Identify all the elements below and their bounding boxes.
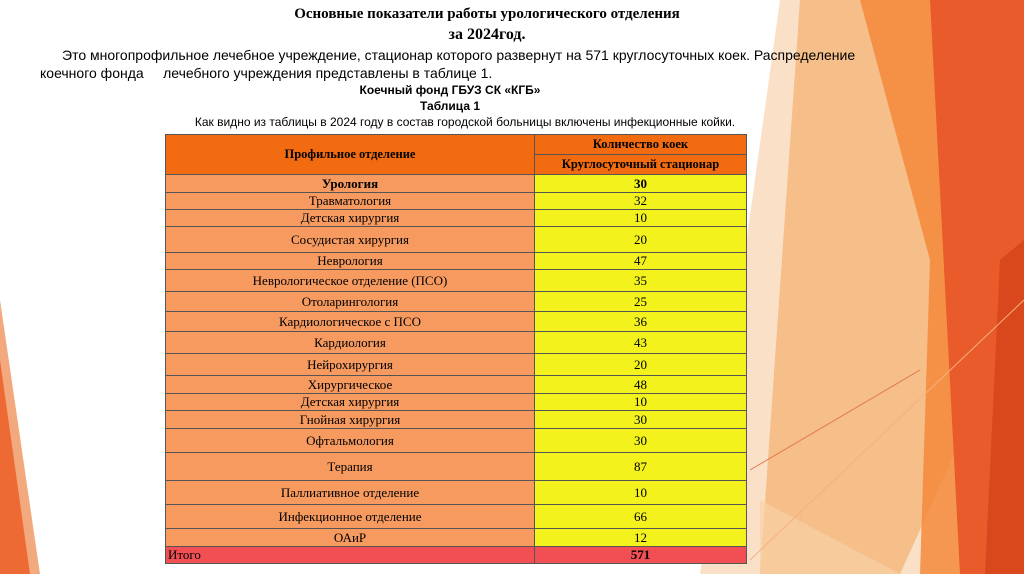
- row-value: 30: [535, 429, 747, 453]
- table-row: [166, 193, 747, 210]
- row-name: ОАиР: [166, 529, 535, 547]
- row-value: 25: [535, 292, 747, 312]
- table-row: [166, 411, 747, 429]
- table-row: [166, 481, 747, 505]
- intro-paragraph: [40, 46, 940, 82]
- header-round-the-clock: Круглосуточный стационар: [535, 155, 747, 175]
- row-value: 10: [535, 210, 747, 227]
- table-row: [166, 312, 747, 332]
- row-value: 35: [535, 270, 747, 292]
- bed-fund-table: [165, 134, 747, 564]
- row-name: Сосудистая хирургия: [166, 227, 535, 253]
- table-row: [166, 332, 747, 354]
- table-row: [166, 292, 747, 312]
- row-value: 36: [535, 312, 747, 332]
- row-value: 10: [535, 481, 747, 505]
- row-name: Отоларингология: [166, 292, 535, 312]
- header-bed-count: Количество коек: [535, 135, 747, 155]
- table-row: [166, 253, 747, 270]
- table-row: [166, 505, 747, 529]
- table-subtitle: Коечный фонд ГБУЗ СК «КГБ»: [359, 83, 541, 97]
- row-name: Нейрохирургия: [166, 354, 535, 376]
- table-row: [166, 210, 747, 227]
- table-label: Таблица 1: [419, 99, 481, 113]
- table-row: [166, 354, 747, 376]
- table-row: [166, 227, 747, 253]
- row-name: Неврология: [166, 253, 535, 270]
- row-name: Детская хирургия: [166, 210, 535, 227]
- row-value: 48: [535, 376, 747, 394]
- row-name: Урология: [166, 175, 535, 193]
- left-triangle-dark: [0, 360, 30, 574]
- table-row: [166, 429, 747, 453]
- table-row: [166, 175, 747, 193]
- row-value: 32: [535, 193, 747, 210]
- row-name: Кардиология: [166, 332, 535, 354]
- row-name: Офтальмология: [166, 429, 535, 453]
- table-row: [166, 453, 747, 481]
- row-name: Хирургическое: [166, 376, 535, 394]
- row-value: 66: [535, 505, 747, 529]
- row-value: 12: [535, 529, 747, 547]
- table-note: Как видно из таблицы в 2024 году в состав городской больницы включены инфекционные койки.: [194, 115, 736, 129]
- row-name: Кардиологическое с ПСО: [166, 312, 535, 332]
- row-name: Паллиативное отделение: [166, 481, 535, 505]
- header-department: Профильное отделение: [166, 135, 535, 175]
- row-name: Гнойная хирургия: [166, 411, 535, 429]
- table-row: [166, 529, 747, 547]
- row-value: 47: [535, 253, 747, 270]
- page-title: Основные показатели работы урологического отделения: [294, 6, 680, 22]
- row-value: 30: [535, 175, 747, 193]
- row-value: 20: [535, 354, 747, 376]
- intro-line-1: Это многопрофильное лечебное учреждение, стационар которого развернут на 571 круглосуточных коек. Распределение: [62, 47, 856, 63]
- row-value: 10: [535, 394, 747, 411]
- row-value: 43: [535, 332, 747, 354]
- row-value: 30: [535, 411, 747, 429]
- row-value: 87: [535, 453, 747, 481]
- table-row: [166, 376, 747, 394]
- row-value: 20: [535, 227, 747, 253]
- row-name: Терапия: [166, 453, 535, 481]
- page-title-year: за 2024год.: [448, 26, 526, 43]
- row-name: Неврологическое отделение (ПСО): [166, 270, 535, 292]
- row-name: Детская хирургия: [166, 394, 535, 411]
- row-name: Травматология: [166, 193, 535, 210]
- total-value: 571: [535, 547, 747, 564]
- total-row: [166, 547, 747, 564]
- intro-line-2: коечного фонда лечебного учреждения представлены в таблице 1.: [40, 65, 493, 81]
- table-row: [166, 394, 747, 411]
- table-row: [166, 270, 747, 292]
- total-label: Итого: [166, 547, 535, 564]
- row-name: Инфекционное отделение: [166, 505, 535, 529]
